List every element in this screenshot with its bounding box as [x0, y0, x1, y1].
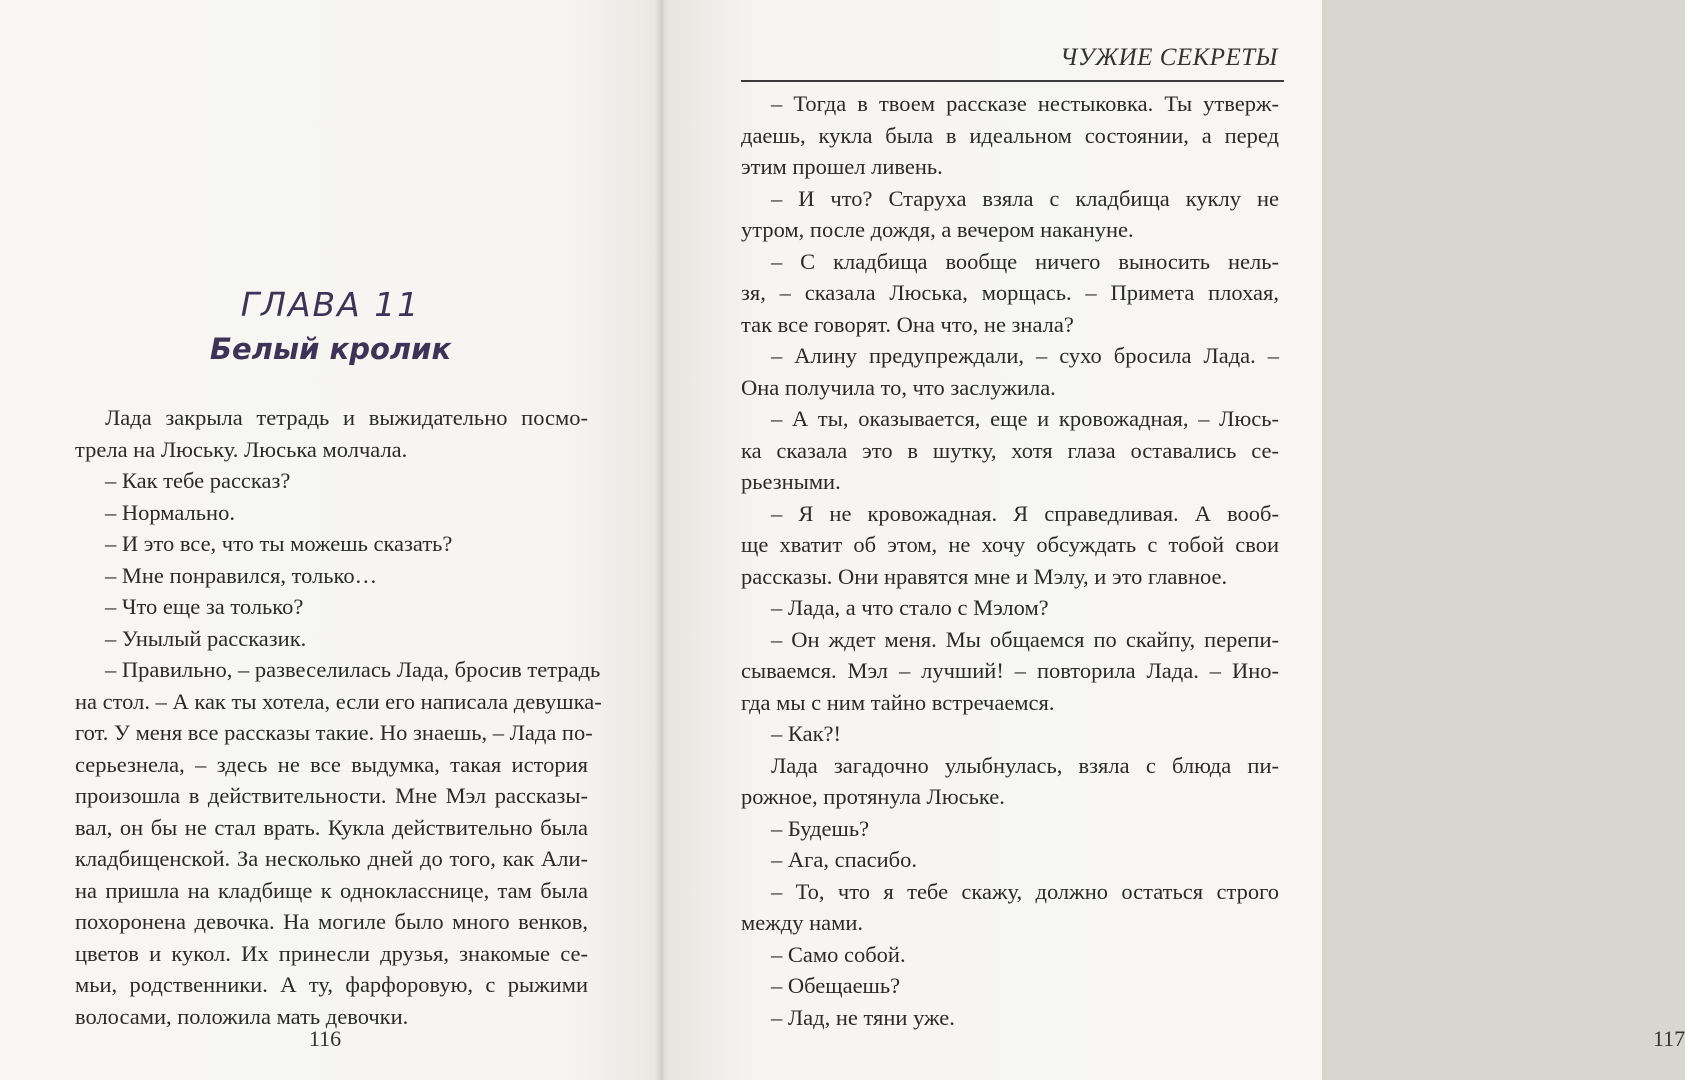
text-line: серьезнела, – здесь не все выдумка, такая история: [75, 751, 588, 777]
text-line: трела на Люську. Люська молчала.: [75, 436, 408, 462]
text-line: кладбищенской. За несколько дней до того, как Али-: [75, 846, 588, 871]
text-line: на стол. – А как ты хотела, если его написала девушка-: [75, 688, 602, 714]
text-line: между нами.: [741, 910, 864, 935]
text-line: – Само собой.: [771, 941, 906, 967]
text-line: – Я не кровожадная. Я справедливая. А вооб-: [771, 500, 1279, 526]
text-line: – Мне понравился, только…: [105, 562, 378, 588]
text-line: ка сказала это в шутку, хотя глаза оставались се-: [741, 437, 1279, 463]
text-line: – И это все, что ты можешь сказать?: [105, 531, 453, 556]
left-page-text: [75, 402, 602, 1032]
text-line: Она получила то, что заслужила.: [741, 374, 1056, 400]
text-line: – И что? Старуха взяла с кладбища куклу не: [771, 185, 1279, 211]
text-line: гда мы с ним тайно встречаемся.: [741, 689, 1055, 715]
text-line: – С кладбища вообще ничего выносить нель-: [771, 248, 1279, 274]
text-line: гот. У меня все рассказы такие. Но знаешь, – Лада по-: [75, 720, 593, 745]
text-line: – Что еще за только?: [105, 594, 304, 619]
text-line: – А ты, оказывается, еще и кровожадная, – Люсь-: [771, 406, 1279, 431]
text-line: утром, после дождя, а вечером накануне.: [741, 217, 1134, 242]
chapter-title: ГЛАВА 11: [240, 285, 421, 324]
text-line: рассказы. Они нравятся мне и Мэлу, и это главное.: [741, 563, 1228, 589]
text-line: Лада закрыла тетрадь и выжидательно посмо-: [105, 405, 588, 430]
text-line: – Нормально.: [105, 499, 235, 525]
right-page-text: [741, 88, 1279, 1033]
text-line: – Унылый рассказик.: [105, 625, 307, 651]
text-line: цветов и кукол. Их принесли друзья, знакомые се-: [75, 940, 588, 966]
page-number-right: 117: [1653, 1026, 1685, 1051]
text-line: – Лад, не тяни уже.: [771, 1004, 955, 1030]
text-line: даешь, кукла была в идеальном состоянии, а перед: [741, 122, 1279, 148]
text-line: – Правильно, – развеселилась Лада, бросив тетрадь: [105, 657, 601, 682]
running-head: ЧУЖИЕ СЕКРЕТЫ: [1060, 44, 1278, 71]
text-line: Лада загадочно улыбнулась, взяла с блюда пи-: [771, 752, 1279, 778]
chapter-subtitle: Белый кролик: [209, 332, 452, 366]
text-line: – Алину предупреждали, – сухо бросила Лада. –: [771, 343, 1279, 368]
text-line: вал, он бы не стал врать. Кукла действительно была: [75, 814, 588, 840]
text-line: так все говорят. Она что, не знала?: [741, 311, 1074, 337]
text-line: – Тогда в твоем рассказе нестыковка. Ты утверж-: [771, 91, 1279, 116]
text-line: зя, – сказала Люська, морщась. – Примета плохая,: [741, 280, 1279, 305]
text-line: – Будешь?: [771, 815, 870, 841]
header-rule: [741, 80, 1284, 82]
text-line: – Обещаешь?: [771, 973, 901, 998]
text-line: на пришла на кладбище к однокласснице, там была: [75, 877, 588, 903]
left-page: [0, 0, 661, 1080]
text-line: – То, что я тебе скажу, должно остаться строго: [771, 878, 1279, 904]
page-number-left: 116: [309, 1026, 342, 1051]
text-line: рьезными.: [741, 469, 841, 494]
text-line: – Ага, спасибо.: [771, 847, 917, 872]
text-line: – Он ждет меня. Мы общаемся по скайпу, перепи-: [771, 626, 1279, 652]
text-line: этим прошел ливень.: [741, 154, 943, 179]
text-line: – Лада, а что стало с Мэлом?: [771, 595, 1049, 620]
text-line: рожное, протянула Люське.: [741, 784, 1005, 809]
text-line: произошла в действительности. Мне Мэл рассказы-: [75, 783, 588, 808]
text-line: ще хватит об этом, не хочу обсуждать с тобой свои: [741, 532, 1279, 557]
text-line: – Как?!: [771, 721, 841, 746]
text-line: похоронена девочка. На могиле было много венков,: [75, 909, 588, 934]
text-line: мьи, родственники. А ту, фарфоровую, с рыжими: [75, 972, 588, 997]
text-line: волосами, положила мать девочки.: [75, 1003, 409, 1029]
text-line: сываемся. Мэл – лучший! – повторила Лада. – Ино-: [741, 658, 1279, 683]
text-line: – Как тебе рассказ?: [105, 468, 291, 493]
